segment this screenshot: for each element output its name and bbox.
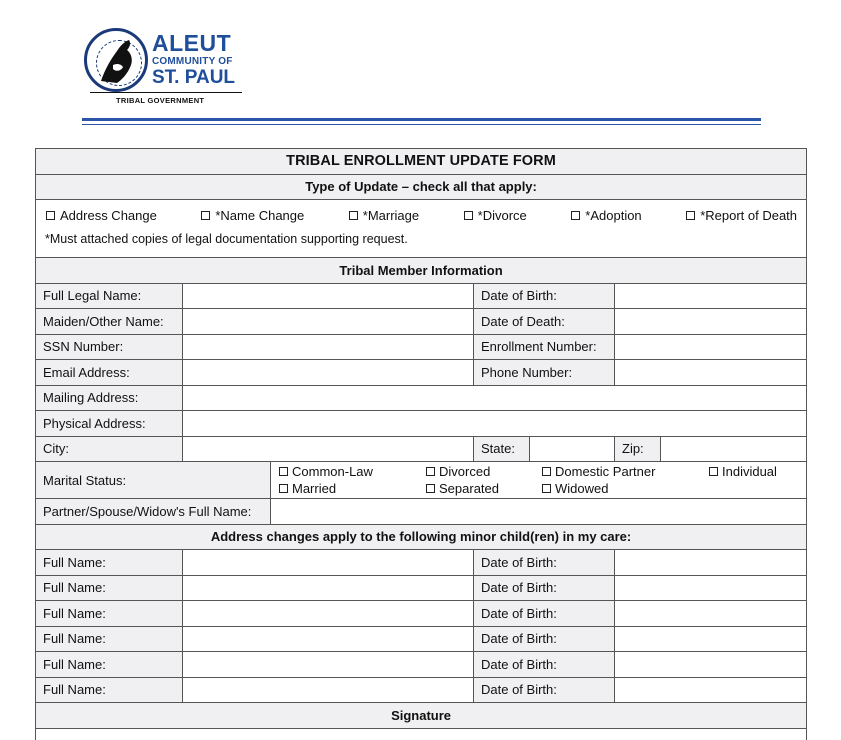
name-change-checkbox[interactable] <box>201 211 210 220</box>
divorce-checkbox[interactable] <box>464 211 473 220</box>
divorce-option[interactable] <box>464 208 527 223</box>
name-change-label: *Name Change <box>215 208 305 223</box>
marital-status-label: Marital Status: <box>36 462 271 499</box>
name-change-option[interactable] <box>201 208 304 223</box>
child-dob-label: Date of Birth: <box>474 652 615 678</box>
phone-label: Phone Number: <box>474 360 615 386</box>
adoption-label: *Adoption <box>585 208 642 223</box>
address-change-checkbox[interactable] <box>46 211 55 220</box>
child-name-field[interactable] <box>183 626 474 652</box>
divorced-label: Divorced <box>439 464 491 479</box>
individual-label: Individual <box>722 464 777 479</box>
child-dob-field[interactable] <box>615 550 807 576</box>
city-field[interactable] <box>183 436 474 462</box>
logo-line-2: COMMUNITY OF <box>152 56 233 67</box>
child-dob-field[interactable] <box>615 677 807 703</box>
ssn-row <box>36 334 807 360</box>
email-row <box>36 360 807 386</box>
full-legal-name-field[interactable] <box>183 283 474 309</box>
child-name-field[interactable] <box>183 575 474 601</box>
zip-field[interactable] <box>661 436 807 462</box>
update-type-row <box>36 200 807 258</box>
child-name-field[interactable] <box>183 652 474 678</box>
enrollment-number-field[interactable] <box>615 334 807 360</box>
update-type-cell <box>36 200 807 258</box>
divorced-checkbox[interactable] <box>426 467 435 476</box>
individual-option[interactable] <box>709 464 799 479</box>
separated-checkbox[interactable] <box>426 484 435 493</box>
email-label: Email Address: <box>36 360 183 386</box>
child-dob-label: Date of Birth: <box>474 677 615 703</box>
mailing-address-label: Mailing Address: <box>36 385 183 411</box>
child-dob-field[interactable] <box>615 601 807 627</box>
separated-label: Separated <box>439 481 499 496</box>
widowed-checkbox[interactable] <box>542 484 551 493</box>
date-of-birth-label: Date of Birth: <box>474 283 615 309</box>
separated-option[interactable] <box>426 481 542 496</box>
child-row <box>36 626 807 652</box>
child-row <box>36 575 807 601</box>
child-name-label: Full Name: <box>36 626 183 652</box>
children-header: Address changes apply to the following minor child(ren) in my care: <box>36 524 807 550</box>
adoption-option[interactable] <box>571 208 641 223</box>
report-of-death-label: *Report of Death <box>700 208 798 223</box>
child-dob-label: Date of Birth: <box>474 626 615 652</box>
report-of-death-checkbox[interactable] <box>686 211 695 220</box>
signature-row <box>36 728 807 740</box>
child-row <box>36 677 807 703</box>
married-option[interactable] <box>279 481 426 496</box>
individual-checkbox[interactable] <box>709 467 718 476</box>
marital-status-cell <box>271 462 807 499</box>
children-header-row <box>36 524 807 550</box>
partner-name-label: Partner/Spouse/Widow's Full Name: <box>36 499 271 525</box>
child-row <box>36 652 807 678</box>
physical-address-field[interactable] <box>183 411 807 437</box>
date-of-death-field[interactable] <box>615 309 807 335</box>
child-name-field[interactable] <box>183 601 474 627</box>
report-of-death-option[interactable] <box>686 208 797 223</box>
child-dob-field[interactable] <box>615 575 807 601</box>
city-label: City: <box>36 436 183 462</box>
seal-emblem <box>84 28 148 92</box>
adoption-checkbox[interactable] <box>571 211 580 220</box>
domestic-partner-checkbox[interactable] <box>542 467 551 476</box>
widowed-option[interactable] <box>542 481 709 496</box>
child-row <box>36 550 807 576</box>
logo-wordmark <box>152 32 235 87</box>
city-row <box>36 436 807 462</box>
married-label: Married <box>292 481 337 496</box>
child-name-label: Full Name: <box>36 677 183 703</box>
seal-animal-icon <box>87 31 145 89</box>
state-field[interactable] <box>530 436 615 462</box>
signature-header-row <box>36 703 807 729</box>
child-dob-field[interactable] <box>615 652 807 678</box>
physical-address-row <box>36 411 807 437</box>
child-dob-label: Date of Birth: <box>474 575 615 601</box>
child-dob-label: Date of Birth: <box>474 550 615 576</box>
domestic-partner-label: Domestic Partner <box>555 464 656 479</box>
widowed-label: Widowed <box>555 481 609 496</box>
form-title-row <box>36 149 807 175</box>
zip-label: Zip: <box>615 436 661 462</box>
member-info-header: Tribal Member Information <box>36 258 807 284</box>
phone-field[interactable] <box>615 360 807 386</box>
marriage-option[interactable] <box>349 208 419 223</box>
enrollment-form-table <box>35 148 807 740</box>
partner-name-field[interactable] <box>271 499 807 525</box>
mailing-address-field[interactable] <box>183 385 807 411</box>
logo-subtitle: TRIBAL GOVERNMENT <box>116 96 205 105</box>
maiden-name-row <box>36 309 807 335</box>
divorce-label: *Divorce <box>477 208 527 223</box>
state-label: State: <box>474 436 530 462</box>
common-law-checkbox[interactable] <box>279 467 288 476</box>
form-title: TRIBAL ENROLLMENT UPDATE FORM <box>36 149 807 175</box>
mailing-address-row <box>36 385 807 411</box>
child-name-field[interactable] <box>183 550 474 576</box>
ssn-label: SSN Number: <box>36 334 183 360</box>
child-dob-label: Date of Birth: <box>474 601 615 627</box>
signature-header: Signature <box>36 703 807 729</box>
address-change-label: Address Change <box>60 208 157 223</box>
child-name-field[interactable] <box>183 677 474 703</box>
ssn-field[interactable] <box>183 334 474 360</box>
logo-line-1: ALEUT <box>152 30 232 56</box>
signature-field[interactable] <box>36 728 807 740</box>
logo-line-3: ST. PAUL <box>152 67 236 88</box>
update-type-header: Type of Update – check all that apply: <box>36 174 807 200</box>
update-type-options <box>45 208 798 223</box>
date-of-birth-field[interactable] <box>615 283 807 309</box>
married-checkbox[interactable] <box>279 484 288 493</box>
partner-name-row <box>36 499 807 525</box>
documentation-note: *Must attached copies of legal documentation supporting request. <box>45 232 408 246</box>
marital-status-row <box>36 462 807 499</box>
child-dob-field[interactable] <box>615 626 807 652</box>
child-name-label: Full Name: <box>36 550 183 576</box>
address-change-option[interactable] <box>46 208 157 223</box>
date-of-death-label: Date of Death: <box>474 309 615 335</box>
full-legal-name-row <box>36 283 807 309</box>
child-name-label: Full Name: <box>36 575 183 601</box>
divorced-option[interactable] <box>426 464 542 479</box>
child-row <box>36 601 807 627</box>
physical-address-label: Physical Address: <box>36 411 183 437</box>
full-legal-name-label: Full Legal Name: <box>36 283 183 309</box>
header-rule-thick <box>82 118 761 121</box>
maiden-name-label: Maiden/Other Name: <box>36 309 183 335</box>
domestic-partner-option[interactable] <box>542 464 709 479</box>
common-law-option[interactable] <box>279 464 426 479</box>
marital-options <box>279 464 806 496</box>
child-name-label: Full Name: <box>36 601 183 627</box>
header-rule-thin <box>82 124 761 125</box>
member-info-header-row <box>36 258 807 284</box>
email-field[interactable] <box>183 360 474 386</box>
update-type-header-row <box>36 174 807 200</box>
logo-divider <box>90 92 242 93</box>
marriage-label: *Marriage <box>362 208 420 223</box>
marriage-checkbox[interactable] <box>349 211 358 220</box>
maiden-name-field[interactable] <box>183 309 474 335</box>
enrollment-number-label: Enrollment Number: <box>474 334 615 360</box>
child-name-label: Full Name: <box>36 652 183 678</box>
logo <box>82 26 252 106</box>
common-law-label: Common-Law <box>292 464 373 479</box>
